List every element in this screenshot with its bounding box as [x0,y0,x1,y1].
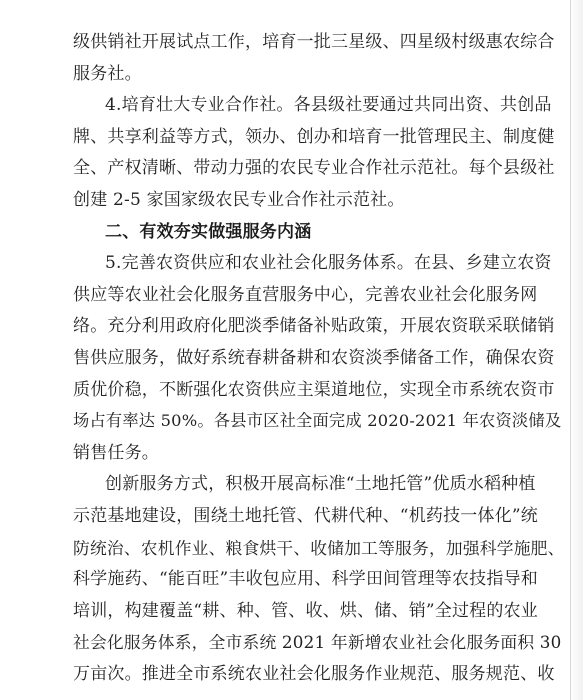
paragraph-line: 万亩次。推进全市系统农业社会化服务作业规范、服务规范、收 [73,664,555,684]
paragraph-line: 销售任务。 [73,443,159,463]
paragraph-line: 质优价稳，不断强化农资供应主渠道地位，实现全市系统农资市 [73,380,555,400]
paragraph-line: 示范基地建设，围绕土地托管、代耕代种、“机药技一体化”统 [73,506,538,526]
paragraph-line: 5.完善农资供应和农业社会化服务体系。在县、乡建立农资 [105,253,552,273]
paragraph-line: 社会化服务体系，全市系统 2021 年新增农业社会化服务面积 30 [73,632,562,652]
paragraph-line: 售供应服务，做好系统春耕备耕和农资淡季储备工作，确保农资 [73,348,555,368]
paragraph-line: 科学施药、“能百旺”丰收包应用、科学田间管理等农技指导和 [73,569,538,589]
scan-edge-shadow [569,0,583,700]
paragraph-line: 4.培育壮大专业合作社。各县级社要通过共同出资、共创品 [105,95,552,115]
paragraph-line: 级供销社开展试点工作，培育一批三星级、四星级村级惠农综合 [73,32,555,52]
paragraph-line: 供应等农业社会化服务直营服务中心，完善农业社会化服务网 [73,285,538,305]
paragraph-line: 服务社。 [73,64,142,84]
paragraph-line: 全、产权清晰、带动力强的农民专业合作社示范社。每个县级社 [73,158,555,178]
paragraph-line: 防统治、农机作业、粮食烘干、收储加工等服务，加强科学施肥、 [73,538,565,558]
paragraph-line: 牌、共享利益等方式，领办、创办和培育一批管理民主、制度健 [73,127,555,147]
paragraph-line: 培训，构建覆盖“耕、种、管、收、烘、储、销”全过程的农业 [73,601,538,621]
section-heading: 二、有效夯实做强服务内涵 [105,222,312,242]
paragraph-line: 创建 2-5 家国家级农民专业合作社示范社。 [73,190,405,210]
scan-edge-line [570,0,571,700]
paragraph-line: 场占有率达 50%。各县市区社全面完成 2020-2021 年农资淡储及 [73,411,562,430]
paragraph-line: 创新服务方式，积极开展高标准“土地托管”优质水稻种植 [105,474,536,494]
paragraph-line: 络。充分利用政府化肥淡季储备补贴政策，开展农资联采联储销 [73,316,555,336]
